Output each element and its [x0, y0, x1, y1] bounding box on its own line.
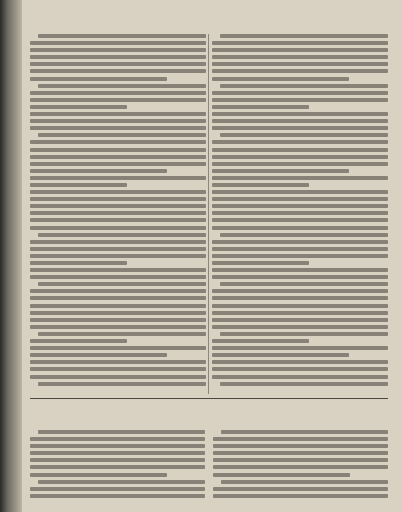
- text-line: [30, 62, 206, 66]
- text-line: [212, 268, 388, 272]
- text-line: [30, 296, 206, 300]
- text-line: [212, 261, 309, 265]
- text-line: [30, 304, 206, 308]
- text-line: [30, 126, 206, 130]
- text-line: [30, 55, 206, 59]
- text-line: [212, 325, 388, 329]
- text-line: [30, 91, 206, 95]
- text-line: [30, 183, 127, 187]
- text-line: [30, 105, 127, 109]
- section-divider: [30, 398, 388, 399]
- text-line: [212, 240, 388, 244]
- text-line: [213, 444, 388, 448]
- section-title: [30, 403, 388, 415]
- text-line: [212, 91, 388, 95]
- text-line: [30, 69, 206, 73]
- text-line: [30, 211, 206, 215]
- text-line: [212, 204, 388, 208]
- text-line: [30, 140, 206, 144]
- text-line: [30, 444, 205, 448]
- text-line: [212, 62, 388, 66]
- text-line: [221, 480, 388, 484]
- text-column-right: [212, 34, 388, 394]
- text-column-left: [30, 34, 206, 394]
- text-line: [220, 34, 388, 38]
- text-line: [30, 226, 206, 230]
- text-line: [213, 494, 388, 498]
- text-line: [30, 162, 206, 166]
- text-line: [30, 48, 206, 52]
- text-line: [212, 304, 388, 308]
- text-line: [38, 332, 206, 336]
- text-line: [212, 119, 388, 123]
- section-body-column-right: [213, 430, 388, 501]
- text-line: [30, 451, 205, 455]
- text-line: [30, 218, 206, 222]
- text-line: [30, 289, 206, 293]
- text-line: [212, 289, 388, 293]
- text-line: [221, 430, 388, 434]
- text-line: [220, 282, 388, 286]
- text-line: [30, 98, 206, 102]
- text-line: [38, 84, 206, 88]
- text-line: [30, 148, 206, 152]
- text-line: [212, 162, 388, 166]
- text-line: [212, 77, 349, 81]
- text-line: [212, 296, 388, 300]
- text-line: [30, 204, 206, 208]
- text-line: [213, 473, 350, 477]
- text-line: [38, 382, 206, 386]
- text-line: [212, 105, 309, 109]
- text-line: [212, 126, 388, 130]
- text-line: [220, 133, 388, 137]
- text-line: [212, 190, 388, 194]
- text-line: [212, 247, 388, 251]
- text-line: [30, 261, 127, 265]
- text-line: [212, 98, 388, 102]
- text-line: [212, 41, 388, 45]
- text-line: [212, 155, 388, 159]
- text-line: [212, 69, 388, 73]
- text-line: [30, 375, 206, 379]
- text-line: [30, 240, 206, 244]
- text-line: [30, 465, 205, 469]
- text-line: [212, 176, 388, 180]
- text-line: [30, 311, 206, 315]
- text-line: [30, 339, 127, 343]
- text-line: [30, 112, 206, 116]
- text-line: [212, 112, 388, 116]
- text-line: [212, 183, 309, 187]
- text-line: [212, 311, 388, 315]
- text-line: [212, 226, 388, 230]
- text-line: [212, 140, 388, 144]
- text-line: [30, 169, 167, 173]
- text-line: [212, 211, 388, 215]
- text-line: [30, 155, 206, 159]
- text-line: [30, 176, 206, 180]
- text-line: [30, 487, 205, 491]
- text-line: [212, 318, 388, 322]
- text-line: [30, 458, 205, 462]
- text-line: [213, 437, 388, 441]
- text-line: [212, 254, 388, 258]
- text-line: [213, 451, 388, 455]
- text-line: [38, 133, 206, 137]
- text-line: [220, 84, 388, 88]
- text-line: [30, 360, 206, 364]
- text-line: [212, 360, 388, 364]
- text-line: [30, 275, 206, 279]
- text-line: [212, 339, 309, 343]
- text-line: [212, 353, 349, 357]
- text-line: [30, 190, 206, 194]
- text-line: [212, 218, 388, 222]
- text-line: [212, 48, 388, 52]
- text-line: [212, 169, 349, 173]
- text-line: [212, 148, 388, 152]
- page-header: [30, 14, 392, 28]
- text-line: [212, 55, 388, 59]
- text-line: [30, 367, 206, 371]
- text-line: [30, 318, 206, 322]
- text-line: [30, 346, 206, 350]
- text-line: [30, 77, 167, 81]
- text-line: [30, 247, 206, 251]
- text-line: [30, 473, 167, 477]
- text-line: [38, 480, 205, 484]
- text-line: [220, 382, 388, 386]
- text-line: [30, 325, 206, 329]
- column-divider: [208, 34, 209, 394]
- text-line: [30, 268, 206, 272]
- text-line: [213, 465, 388, 469]
- text-line: [212, 375, 388, 379]
- text-line: [30, 197, 206, 201]
- section-body: [30, 430, 388, 506]
- text-line: [30, 437, 205, 441]
- text-line: [212, 346, 388, 350]
- section-subtitle: [30, 418, 388, 426]
- section-body-column-left: [30, 430, 205, 501]
- text-line: [30, 353, 167, 357]
- text-line: [220, 332, 388, 336]
- text-line: [213, 487, 388, 491]
- text-line: [30, 254, 206, 258]
- text-line: [38, 282, 206, 286]
- book-gutter: [0, 0, 22, 512]
- text-line: [212, 197, 388, 201]
- text-line: [38, 233, 206, 237]
- text-line: [212, 367, 388, 371]
- text-line: [212, 275, 388, 279]
- text-line: [30, 494, 205, 498]
- text-line: [30, 119, 206, 123]
- text-line: [38, 34, 206, 38]
- text-line: [30, 41, 206, 45]
- text-line: [38, 430, 205, 434]
- text-line: [220, 233, 388, 237]
- text-line: [213, 458, 388, 462]
